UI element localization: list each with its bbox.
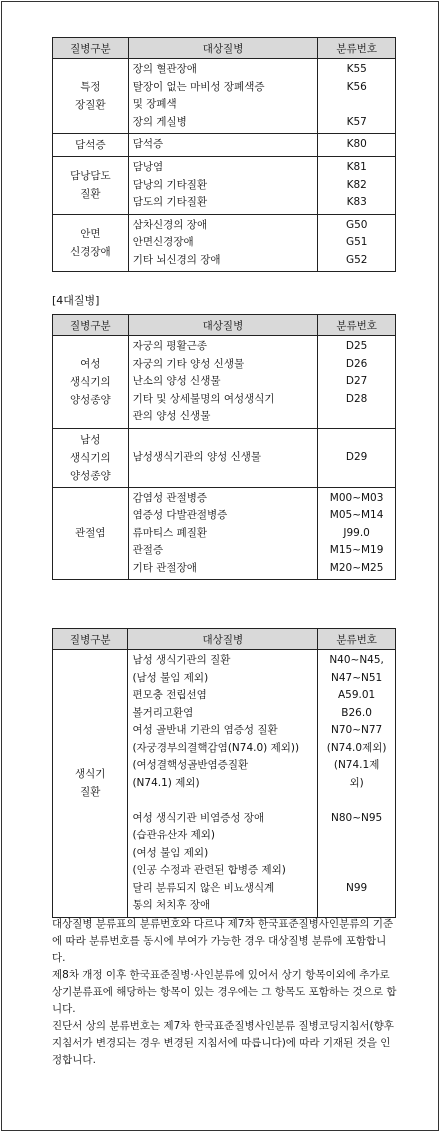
- table-row: [53, 157, 396, 215]
- disease-cell: [128, 214, 318, 272]
- disease-cell-line: 삼차신경의 장애: [132, 218, 208, 231]
- column-header: 질병구분: [53, 629, 128, 650]
- disease-cell-line: 류마티스 폐질환: [132, 526, 207, 539]
- category-cell: [53, 650, 128, 918]
- code-cell: [318, 134, 396, 157]
- header-row: [53, 629, 396, 650]
- disease-cell-line: 및 장폐색: [132, 98, 177, 110]
- code-cell-line: M15~M19: [329, 544, 384, 556]
- note-3: 진단서 상의 분류번호는 제7차 한국표준질병사인분류 질병코딩지침서(향후 지침서가 변경되는 경우 변경된 지침서에 따릅니다)에 따라 기재된 것을 인정합니다.: [52, 1020, 394, 1066]
- disease-cell-line: 담석증: [132, 138, 164, 151]
- category-cell: [53, 59, 129, 134]
- disease-cell-line: 감염성 관절병증: [132, 491, 207, 504]
- code-cell-line: K55: [346, 63, 367, 75]
- code-cell-line: D26: [345, 357, 368, 370]
- code-cell: [318, 487, 396, 580]
- disease-cell-line: 남성 생식기관의 질환: [132, 654, 231, 666]
- disease-cell-line: (여성 불임 제외): [132, 846, 209, 859]
- disease-cell-line: 여성 골반내 기관의 염증성 질환: [132, 724, 278, 736]
- category-cell-line: 남성: [80, 433, 101, 446]
- category-cell-line: 생식기: [75, 768, 106, 781]
- code-cell-line: B26.0: [341, 706, 372, 719]
- disease-cell-line: 편모충 전립선염: [132, 689, 207, 701]
- category-cell-line: 양성종양: [70, 469, 111, 482]
- disease-cell-line: 자궁의 기타 양성 신생물: [132, 357, 245, 370]
- disease-cell: [128, 428, 318, 487]
- code-cell-line: K80: [346, 138, 367, 151]
- category-cell-line: 관절염: [75, 527, 106, 540]
- disease-cell-line: 관의 양성 신생물: [132, 410, 211, 422]
- code-cell-line: G51: [345, 236, 368, 248]
- code-cell-line: [318, 897, 395, 915]
- disease-cell-line: (여성결핵성골반염증질환: [132, 759, 249, 771]
- category-cell-line: 신경장애: [70, 245, 111, 258]
- disease-cell-line: 탈장이 없는 마비성 장폐색증: [132, 80, 265, 93]
- category-cell-line: 질환: [80, 786, 101, 799]
- disease-cell-line: (습관유산자 제외): [132, 829, 215, 841]
- code-cell-line: (N74.1제: [333, 759, 380, 771]
- section-label: [4대질병]: [52, 294, 100, 307]
- disease-cell-line: 기타 관절장애: [132, 561, 197, 574]
- table-row: [53, 487, 396, 580]
- disease-table-3: [52, 628, 396, 918]
- code-cell-line: 외): [349, 776, 364, 789]
- disease-cell-line: 장의 게실병: [132, 115, 187, 128]
- category-cell-line: 생식기의: [70, 451, 111, 464]
- category-cell: [53, 134, 129, 157]
- code-cell-line: D28: [345, 392, 368, 405]
- code-cell-line: D27: [345, 375, 368, 387]
- disease-table-2: [52, 314, 396, 580]
- header-row: [53, 38, 396, 59]
- column-header: 대상질병: [128, 629, 318, 650]
- code-cell-line: N99: [345, 881, 368, 894]
- code-cell-line: K82: [346, 178, 367, 191]
- disease-cell-line: 난소의 양성 신생물: [132, 375, 221, 387]
- category-cell: [53, 157, 129, 215]
- code-cell: [318, 157, 396, 215]
- code-cell-line: [318, 827, 395, 845]
- category-cell-line: 담석증: [75, 139, 106, 151]
- code-cell-line: J99.0: [343, 526, 370, 539]
- disease-cell-line: 기타 및 상세불명의 여성생식기: [132, 392, 275, 405]
- column-header: 대상질병: [128, 38, 318, 59]
- disease-cell-line: (자궁경부의결핵감염(N74.0) 제외)): [132, 741, 300, 754]
- code-cell-line: M20~M25: [329, 561, 384, 574]
- code-cell: [318, 214, 396, 272]
- code-cell-line: D29: [345, 450, 368, 463]
- note-2: 제8차 개정 이후 한국표준질병·사인분류에 있어서 상기 항목이외에 추가로 상기분류표에 해당하는 항목이 있는 경우에는 그 항목도 포함하는 것으로 합니다.: [52, 969, 397, 1015]
- table-row: [53, 59, 396, 134]
- code-cell-line: M00~M03: [329, 491, 384, 504]
- disease-cell-line: [132, 792, 317, 810]
- table-row: [53, 428, 396, 487]
- code-cell-line: K56: [346, 80, 367, 93]
- code-cell: [318, 428, 396, 487]
- disease-cell-line: 기타 뇌신경의 장애: [132, 253, 221, 266]
- code-cell-line: G50: [345, 218, 368, 231]
- disease-cell-line: 담도의 기타질환: [132, 196, 208, 208]
- column-header: 분류번호: [318, 38, 396, 59]
- disease-cell-line: 볼거리고환염: [132, 706, 194, 719]
- table-row: [53, 134, 396, 157]
- disease-cell-line: 담낭의 기타질환: [132, 178, 208, 191]
- disease-cell: [128, 157, 318, 215]
- disease-cell-line: (남성 불임 제외): [132, 671, 209, 684]
- code-cell-line: [318, 408, 395, 426]
- table-row: [53, 214, 396, 272]
- notes: [52, 916, 398, 1069]
- code-cell-line: N47~N51: [330, 671, 383, 684]
- code-cell-line: [318, 862, 395, 880]
- code-cell-line: [318, 96, 395, 114]
- disease-table-1: [52, 37, 396, 272]
- code-cell-line: M05~M14: [329, 509, 384, 521]
- category-cell-line: 담낭담도: [70, 170, 111, 183]
- disease-cell-line: (인공 수정과 관련된 합병증 제외): [132, 864, 286, 876]
- category-cell-line: 장질환: [75, 99, 106, 111]
- disease-cell-line: 안면신경장애: [132, 236, 194, 248]
- disease-cell: [128, 59, 318, 134]
- code-cell: [318, 650, 396, 918]
- header-row: [53, 315, 396, 336]
- category-cell-line: 질환: [80, 188, 101, 201]
- code-cell-line: N70~N77: [330, 724, 383, 736]
- code-cell-line: [318, 845, 395, 863]
- code-cell-line: N40~N45,: [329, 654, 384, 666]
- column-header: 질병구분: [53, 315, 129, 336]
- disease-cell-line: 관절증: [132, 544, 164, 556]
- disease-cell-line: 달리 분류되지 않은 비뇨생식계: [132, 881, 275, 894]
- code-cell-line: N80~N95: [330, 811, 383, 824]
- note-1: 대상질병 분류표의 분류번호와 다르나 제7차 한국표준질병사인분류의 기준에 따라 분류번호를 동시에 부여가 가능한 경우 대상질병 분류에 포함합니다.: [52, 918, 394, 964]
- column-header: 분류번호: [318, 315, 396, 336]
- code-cell-line: K57: [346, 115, 367, 128]
- category-cell-line: 안면: [80, 227, 101, 240]
- code-cell-line: G52: [345, 253, 368, 266]
- category-cell-line: 여성: [80, 357, 101, 370]
- column-header: 분류번호: [318, 629, 396, 650]
- table-row: [53, 650, 396, 918]
- disease-cell-line: 여성 생식기관 비염증성 장애: [132, 811, 265, 824]
- disease-cell-line: 통의 처치후 장애: [132, 899, 211, 911]
- code-cell-line: [318, 792, 395, 810]
- disease-cell: [128, 650, 318, 918]
- category-cell-line: 양성종양: [70, 393, 111, 406]
- code-cell-line: A59.01: [337, 689, 376, 701]
- table-row: [53, 336, 396, 429]
- category-cell: [53, 428, 129, 487]
- category-cell: [53, 336, 129, 429]
- disease-cell-line: 자궁의 평활근종: [132, 340, 207, 352]
- column-header: 질병구분: [53, 38, 129, 59]
- disease-cell: [128, 487, 318, 580]
- code-cell-line: D25: [345, 340, 368, 352]
- category-cell-line: 생식기의: [70, 375, 111, 388]
- column-header: 대상질병: [128, 315, 318, 336]
- category-cell: [53, 487, 129, 580]
- disease-cell-line: 장의 혈관장애: [132, 63, 197, 75]
- disease-cell-line: 염증성 다발관절병증: [132, 509, 228, 521]
- code-cell-line: K83: [346, 196, 367, 208]
- code-cell: [318, 59, 396, 134]
- code-cell: [318, 336, 396, 429]
- disease-cell-line: (N74.1) 제외): [132, 776, 200, 789]
- disease-cell-line: 담낭염: [132, 161, 164, 173]
- disease-cell: [128, 134, 318, 157]
- category-cell-line: 특정: [80, 81, 101, 93]
- category-cell: [53, 214, 129, 272]
- code-cell-line: (N74.0제외): [326, 741, 387, 754]
- disease-cell: [128, 336, 318, 429]
- disease-cell-line: 남성생식기관의 양성 신생물: [132, 450, 262, 463]
- code-cell-line: K81: [346, 161, 367, 173]
